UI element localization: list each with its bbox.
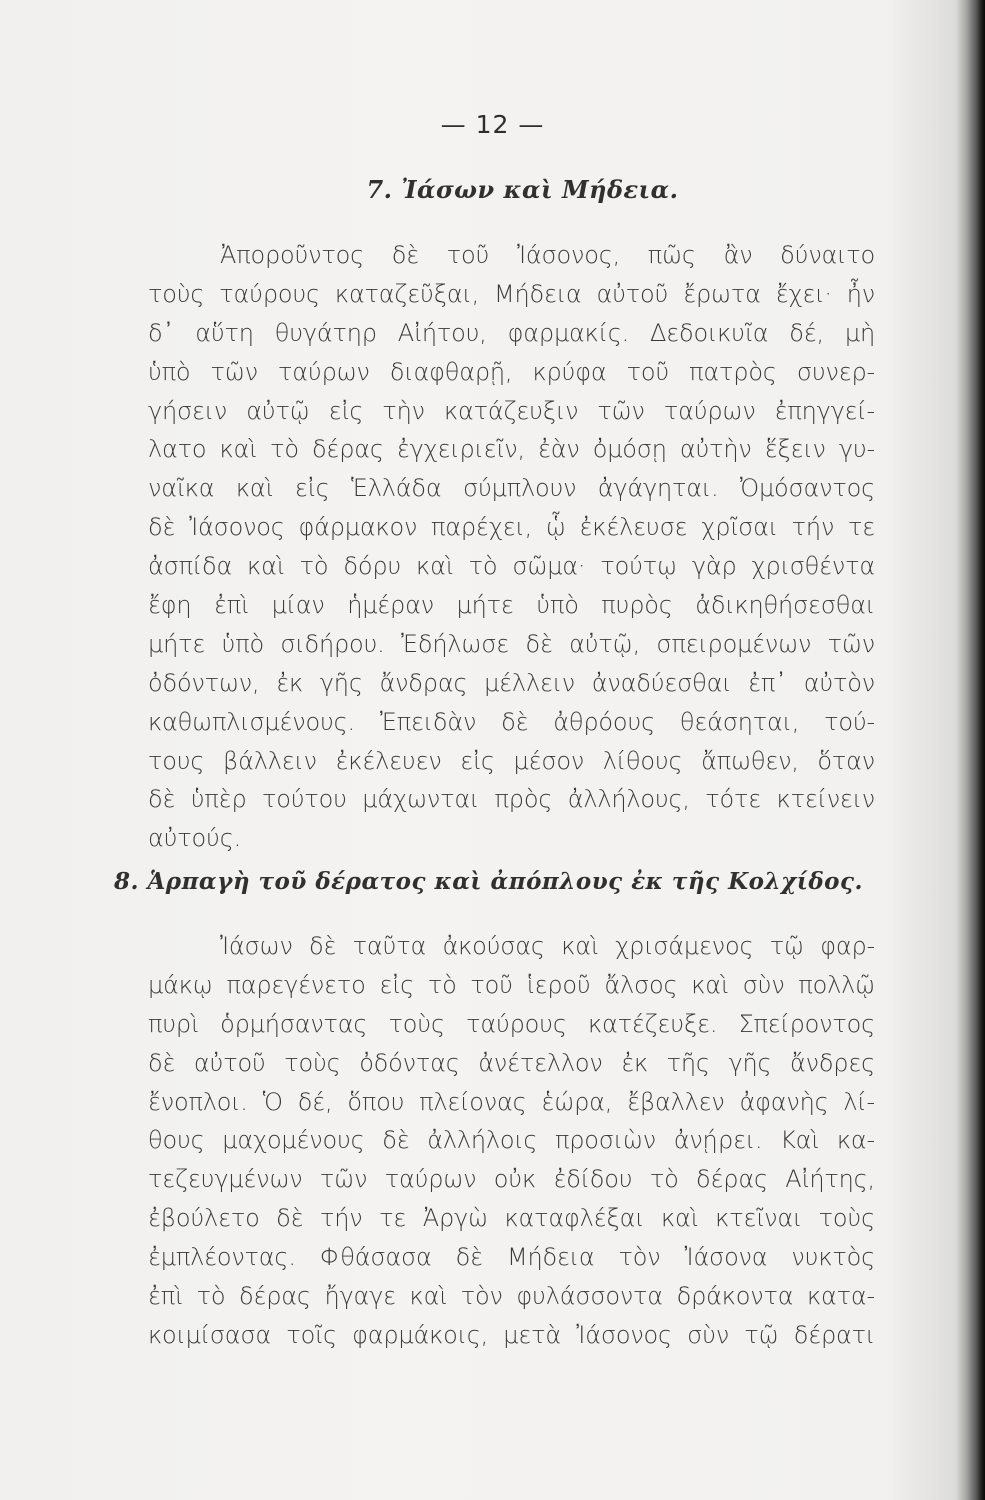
text-line: δὲ Ἰάσονος φάρμακον παρέχει, ᾧ ἐκέλευσε χρῖσαι τήν τε — [148, 513, 875, 542]
text-line: ἐπὶ τὸ δέρας ἤγαγε καὶ τὸν φυλάσσοντα δράκοντα κατα- — [148, 1282, 875, 1311]
section-7-paragraph — [148, 236, 875, 858]
text-line: δὲ αὐτοῦ τοὺς ὀδόντας ἀνέτελλον ἐκ τῆς γῆς ἄνδρες — [148, 1048, 875, 1077]
text-line: ἀσπίδα καὶ τὸ δόρυ καὶ τὸ σῶμα· τούτῳ γὰρ χρισθέντα — [148, 552, 875, 581]
section-8-heading: 8. Ἁρπαγὴ τοῦ δέρατος καὶ ἀπόπλους ἐκ τῆς Κολχίδος. — [113, 868, 864, 895]
page-number: — 12 — — [440, 110, 545, 139]
text-line: λατο καὶ τὸ δέρας ἐγχειριεῖν, ἐὰν ὀμόσῃ αὐτὴν ἕξειν γυ- — [148, 435, 875, 464]
section-8-paragraph — [148, 927, 875, 1355]
text-line: αὐτούς. — [148, 824, 242, 853]
text-line: ναῖκα καὶ εἰς Ἑλλάδα σύμπλουν ἀγάγηται. Ὀμόσαντος — [148, 474, 875, 503]
text-line: γήσειν αὐτῷ εἰς τὴν κατάζευξιν τῶν ταύρων ἐπηγγεί- — [148, 396, 875, 425]
text-line: καθωπλισμένους. Ἐπειδὰν δὲ ἀθρόους θεάσηται, τού- — [148, 707, 875, 736]
page-edge-shadow — [967, 0, 985, 1500]
text-line: ἔνοπλοι. Ὁ δέ, ὅπου πλείονας ἑώρα, ἔβαλλεν ἀφανὴς λί- — [148, 1087, 875, 1116]
text-line: μάκῳ παρεγένετο εἰς τὸ τοῦ ἱεροῦ ἄλσος καὶ σὺν πολλῷ — [148, 970, 875, 999]
text-line: τους βάλλειν ἐκέλευεν εἰς μέσον λίθους ἄπωθεν, ὅταν — [148, 746, 875, 775]
text-line: ὑπὸ τῶν ταύρων διαφθαρῇ, κρύφα τοῦ πατρὸς συνερ- — [148, 357, 875, 386]
text-line: τοὺς ταύρους καταζεῦξαι, Μήδεια αὐτοῦ ἔρωτα ἔχει· ἦν — [148, 279, 875, 308]
text-line: κοιμίσασα τοῖς φαρμάκοις, μετὰ Ἰάσονος σὺν τῷ δέρατι — [148, 1320, 875, 1349]
text-line: ἔφη ἐπὶ μίαν ἡμέραν μήτε ὑπὸ πυρὸς ἀδικηθήσεσθαι — [148, 591, 875, 620]
text-line: θους μαχομένους δὲ ἀλλήλοις προσιὼν ἀνῄρει. Καὶ κα- — [148, 1126, 875, 1155]
section-7-heading: 7. Ἰάσων καὶ Μήδεια. — [366, 175, 679, 204]
text-line: πυρὶ ὁρμήσαντας τοὺς ταύρους κατέζευξε. Σπείροντος — [148, 1009, 875, 1038]
text-line: δ᾽ αὕτη θυγάτηρ Αἰήτου, φαρμακίς. Δεδοικυῖα δέ, μὴ — [148, 318, 875, 347]
text-line: ἐμπλέοντας. Φθάσασα δὲ Μήδεια τὸν Ἰάσονα νυκτὸς — [148, 1243, 875, 1272]
text-line: ἐβούλετο δὲ τήν τε Ἀργὼ καταφλέξαι καὶ κτεῖναι τοὺς — [148, 1204, 875, 1233]
text-line: μήτε ὑπὸ σιδήρου. Ἐδήλωσε δὲ αὐτῷ, σπειρομένων τῶν — [148, 629, 875, 658]
text-line: τεζευγμένων τῶν ταύρων οὐκ ἐδίδου τὸ δέρας Αἰήτης, — [148, 1165, 875, 1194]
text-line: Ἰάσων δὲ ταῦτα ἀκούσας καὶ χρισάμενος τῷ φαρ- — [220, 932, 875, 960]
text-line: Ἀποροῦντος δὲ τοῦ Ἰάσονος, πῶς ἂν δύναιτο — [220, 241, 875, 269]
text-line: δὲ ὑπὲρ τούτου μάχωνται πρὸς ἀλλήλους, τότε κτείνειν — [148, 785, 875, 814]
text-line: ὀδόντων, ἐκ γῆς ἄνδρας μέλλειν ἀναδύεσθαι ἐπ᾽ αὐτὸν — [148, 668, 875, 697]
